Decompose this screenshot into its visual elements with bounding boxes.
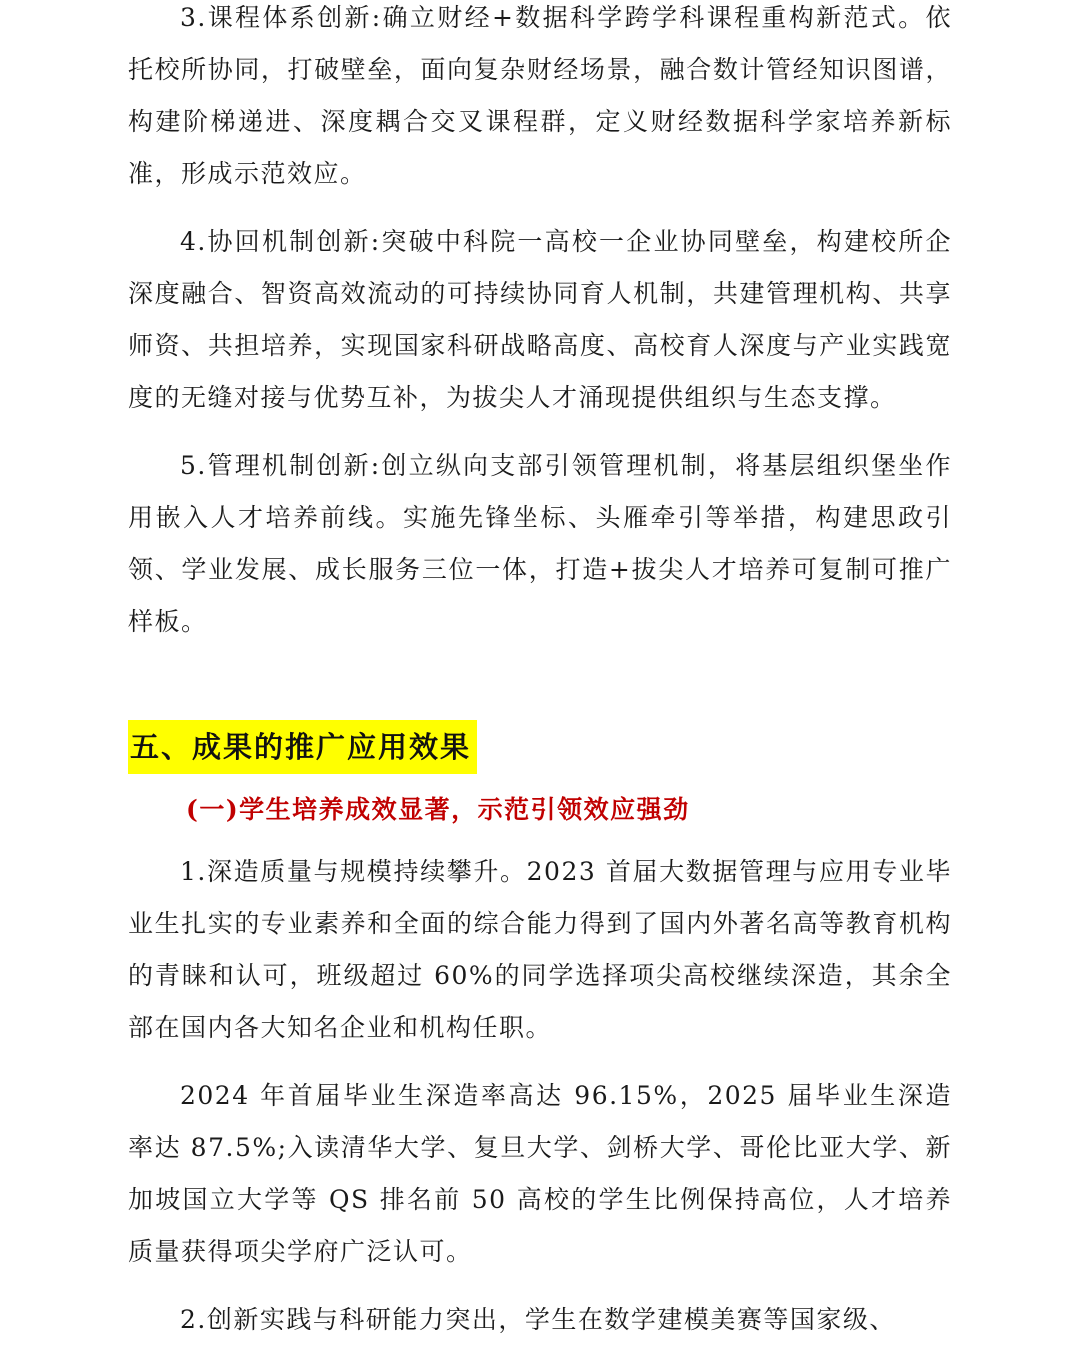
paragraph-collaboration-mechanism: 4.协回机制创新:突破中科院一高校一企业协同壁垒，构建校所企深度融合、智资高效流动的可持续协同育人机制，共建管理机构、共享师资、共担培养，实现国家科研战略高度、高校育人深度与产业实践宽度的无缝对接与优势互补，为拔尖人才涌现提供组织与生态支撑。 [128, 227, 952, 412]
paragraph-further-study: 1.深造质量与规模持续攀升。2023 首届大数据管理与应用专业毕业生扎实的专业素养和全面的综合能力得到了国内外著名高等教育机构的青睐和认可，班级超过 60%的同学选择项尖高校继续深造，其余全部在国内各大知名企业和机构任职。 [128, 857, 952, 1042]
bottom-paragraphs [128, 846, 952, 1346]
top-paragraphs [128, 0, 952, 648]
sub-heading: (一)学生培养成效显著，示范引领效应强劲 [186, 795, 690, 824]
section-heading: 五、成果的推广应用效果 [128, 720, 477, 774]
paragraph-innovation-practice: 2.创新实践与科研能力突出，学生在数学建模美赛等国家级、 [180, 1305, 896, 1334]
paragraph-management-mechanism: 5.管理机制创新:创立纵向支部引领管理机制，将基层组织堡坐作用嵌入人才培养前线。实施先锋坐标、头雁牵引等举措，构建思政引领、学业发展、成长服务三位一体，打造+拔尖人才培养可复制可推广样板。 [128, 451, 952, 636]
paragraph-curriculum-innovation: 3.课程体系创新:确立财经+数据科学跨学科课程重构新范式。依托校所协同，打破壁垒，面向复杂财经场景，融合数计管经知识图谱，构建阶梯递进、深度耦合交叉课程群，定义财经数据科学家培养新标准，形成示范效应。 [128, 3, 952, 188]
paragraph-graduate-rates: 2024 年首届毕业生深造率高达 96.15%，2025 届毕业生深造率达 87.5%;入读清华大学、复旦大学、剑桥大学、哥伦比亚大学、新加坡国立大学等 QS 排名前 50 高校的学生比例保持高位，人才培养质量获得项尖学府广泛认可。 [128, 1081, 952, 1266]
